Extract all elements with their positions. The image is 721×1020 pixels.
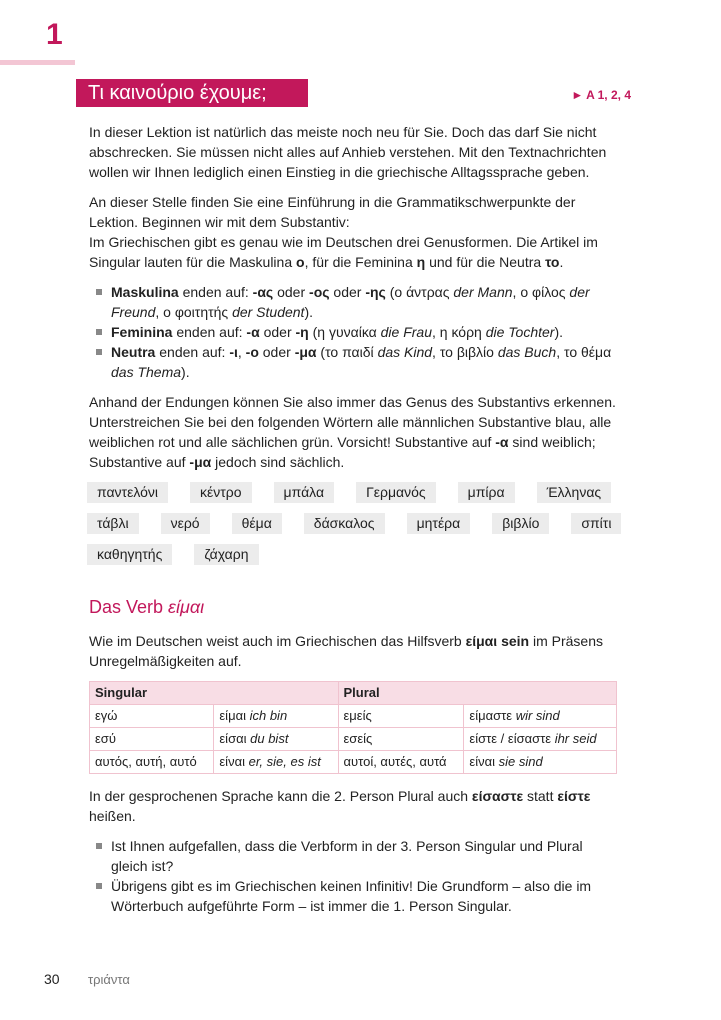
verb-intro-paragraph: Wie im Deutschen weist auch im Griechischen das Hilfsverb είμαι sein im Präsens Unregelmäßigkeiten auf.: [89, 633, 603, 669]
word-chip: σπίτι: [571, 513, 621, 534]
exercise-reference: ► A 1, 2, 4: [571, 88, 631, 102]
list-item: Übrigens gibt es im Griechischen keinen Infinitiv! Die Grundform – also die im Wörterbuch aufgeführte Form – ist immer die 1. Person Singular.: [89, 876, 619, 916]
word-chip: Έλληνας: [537, 482, 612, 503]
word-chip: μητέρα: [407, 513, 471, 534]
word-row: [87, 513, 619, 534]
table-row: εσύ είσαι du bist εσείς είστε / είσαστε ihr seid: [90, 728, 617, 751]
chapter-number: 1: [46, 18, 63, 51]
list-item: Ist Ihnen aufgefallen, dass die Verbform in der 3. Person Singular und Plural gleich ist?: [89, 836, 619, 876]
table-row: εγώ είμαι ich bin εμείς είμαστε wir sind: [90, 705, 617, 728]
page-number: 30: [44, 971, 60, 987]
header-singular: Singular: [90, 682, 339, 705]
word-row: [87, 544, 619, 565]
chapter-rule: [0, 60, 75, 65]
exercise-paragraph: Anhand der Endungen können Sie also immer das Genus des Substantivs erkennen. Unterstreichen Sie bei den folgenden Wörtern alle männlichen Substantive blau, alle weiblichen rot und alle sächlichen grün. Vorsicht! Substantive auf -α sind weiblich; Substantive auf -μα jedoch sind sächlich.: [89, 394, 616, 470]
word-chip: παντελόνι: [87, 482, 168, 503]
list-item-masculine: Maskulina enden auf: -ας oder -ος oder -ης (ο άντρας der Mann, ο φίλος der Freund, ο φοιτητής der Student).: [89, 282, 619, 322]
word-chip: βιβλίο: [492, 513, 549, 534]
table-header-row: [90, 682, 617, 705]
table-row: αυτός, αυτή, αυτό είναι er, sie, es ist αυτοί, αυτές, αυτά είναι sie sind: [90, 751, 617, 774]
gender-list: [89, 282, 619, 382]
intro-paragraph: In dieser Lektion ist natürlich das meiste noch neu für Sie. Doch das darf Sie nicht abschrecken. Sie müssen nicht alles auf Anhieb verstehen. Mit den Textnachrichten wollen wir Ihnen lediglich einen Einstieg in die griechische Alltagssprache geben.: [89, 124, 607, 180]
word-chip: θέμα: [232, 513, 282, 534]
word-chip: μπάλα: [274, 482, 335, 503]
page-number-word: τριάντα: [88, 972, 130, 987]
word-chip: καθηγητής: [87, 544, 172, 565]
main-content: [89, 122, 619, 926]
section-heading: Das Verb είμαι: [89, 597, 205, 617]
list-item-feminine: Feminina enden auf: -α oder -η (η γυναίκα die Frau, η κόρη die Tochter).: [89, 322, 619, 342]
spoken-form-paragraph: In der gesprochenen Sprache kann die 2. Person Plural auch είσαστε statt είστε heißen.: [89, 788, 591, 824]
word-chip: Γερμανός: [356, 482, 436, 503]
header-plural: Plural: [338, 682, 616, 705]
word-chip: μπίρα: [458, 482, 515, 503]
notes-list: [89, 836, 619, 916]
word-chip: δάσκαλος: [304, 513, 385, 534]
word-row: [87, 482, 619, 503]
list-item-neuter: Neutra enden auf: -ι, -ο oder -μα (το παιδί das Kind, το βιβλίο das Buch, το θέμα das Thema).: [89, 342, 619, 382]
lesson-title: Τι καινούριο έχουμε;: [76, 79, 308, 107]
word-chip: τάβλι: [87, 513, 139, 534]
conjugation-table: [89, 681, 617, 774]
word-chip: ζάχαρη: [194, 544, 258, 565]
word-bank: [87, 482, 619, 565]
word-chip: κέντρο: [190, 482, 252, 503]
word-chip: νερό: [161, 513, 210, 534]
grammar-intro-paragraph: An dieser Stelle finden Sie eine Einführung in die Grammatikschwerpunkte der Lektion. Beginnen wir mit dem Substantiv: Im Griechischen gibt es genau wie im Deutschen drei Genusformen. Die Artikel im Singular lauten für die Maskulina ο, für die Feminina η und für die Neutra το.: [89, 194, 598, 270]
